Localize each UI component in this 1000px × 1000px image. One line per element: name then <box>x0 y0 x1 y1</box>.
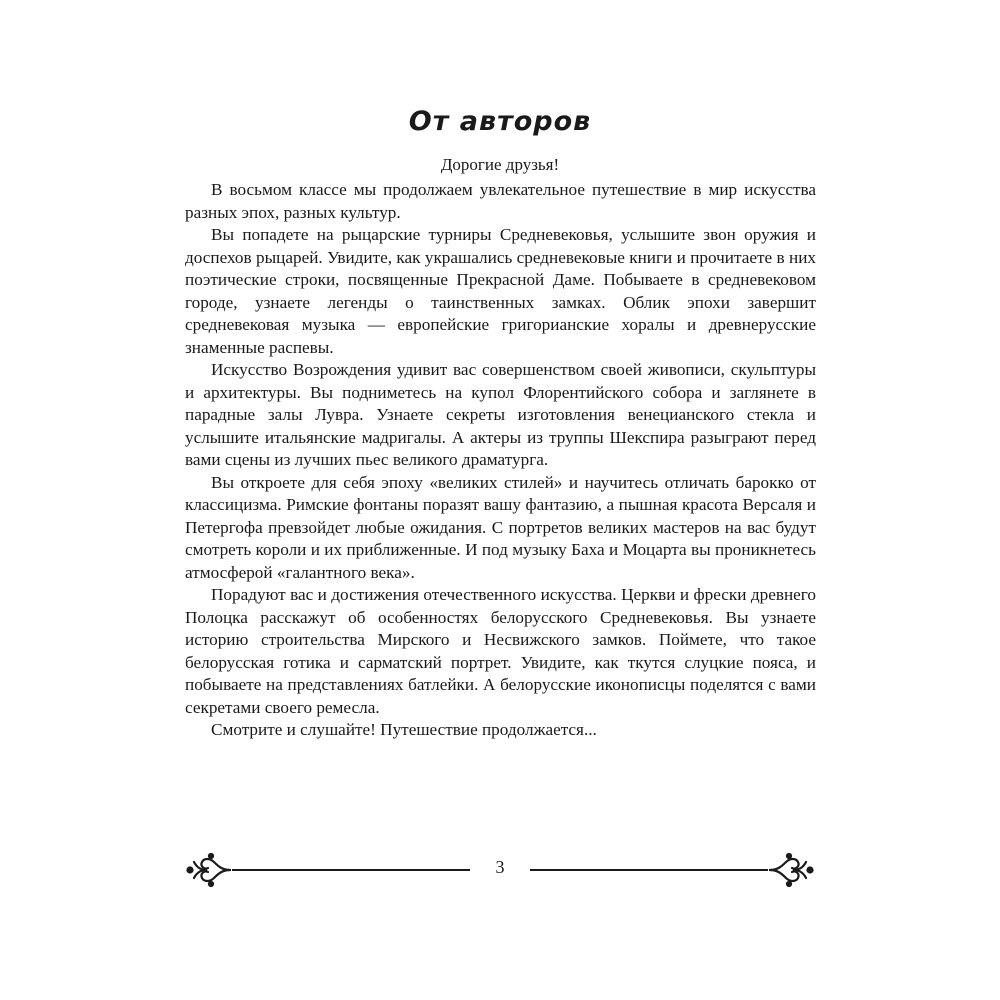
page-title: От авторов <box>408 106 592 137</box>
paragraph-1: В восьмом классе мы продолжаем увлекательное путешествие в мир искусства разных эпох, разных культур. <box>185 180 816 222</box>
greeting: Дорогие друзья! <box>440 155 560 174</box>
paragraph-4: Вы откроете для себя эпоху «великих стилей» и научитесь отличать барокко от классицизма. Римские фонтаны поразят вашу фантазию, а пышная красота Версаля и Петергофа превзойдет любые ожидания. С портретов великих мастеров на вас будут смотреть короли и их приближенные. И под музыку Баха и Моцарта вы проникнетесь атмосферой «галантного века». <box>185 472 816 582</box>
paragraph-6: Смотрите и слушайте! Путешествие продолжается... <box>211 720 597 739</box>
paragraph-5: Порадуют вас и достижения отечественного искусства. Церкви и фрески древнего Полоцка расскажут об особенностях белорусского Средневековья. Вы узнаете историю строительства Мирского и Несвижского замков. Поймете, что такое белорусская готика и сарматский портрет. Увидите, как ткутся слуцкие пояса, и побываете на представлениях батлейки. А белорусские иконописцы поделятся с вами секретами своего ремесла. <box>185 585 816 717</box>
page-number: 3 <box>495 857 505 877</box>
flourish-ornament-icon <box>770 854 813 886</box>
paragraph-2: Вы попадете на рыцарские турниры Средневековья, услышите звон оружия и доспехов рыцарей. Увидите, как украшались средневековые книги и прочитаете в них поэтические строки, посвященные Прекрасной Даме. Побываете в средневековом городе, узнаете легенды о таинственных замках. Облик эпохи завершит средневековая музыка — европейские григорианские хоралы и древнерусские знаменные распевы. <box>185 225 816 357</box>
paragraph-3: Искусство Возрождения удивит вас совершенством своей живописи, скульптуры и архитектуры. Вы подниметесь на купол Флорентийского собора и заглянете в парадные залы Лувра. Узнаете секреты изготовления венецианского стекла и услышите итальянские мадригалы. А актеры из труппы Шекспира разыграют перед вами сцены из лучших пьес великого драматурга. <box>185 360 816 469</box>
flourish-ornament-icon <box>188 854 231 886</box>
body-text <box>185 179 816 742</box>
